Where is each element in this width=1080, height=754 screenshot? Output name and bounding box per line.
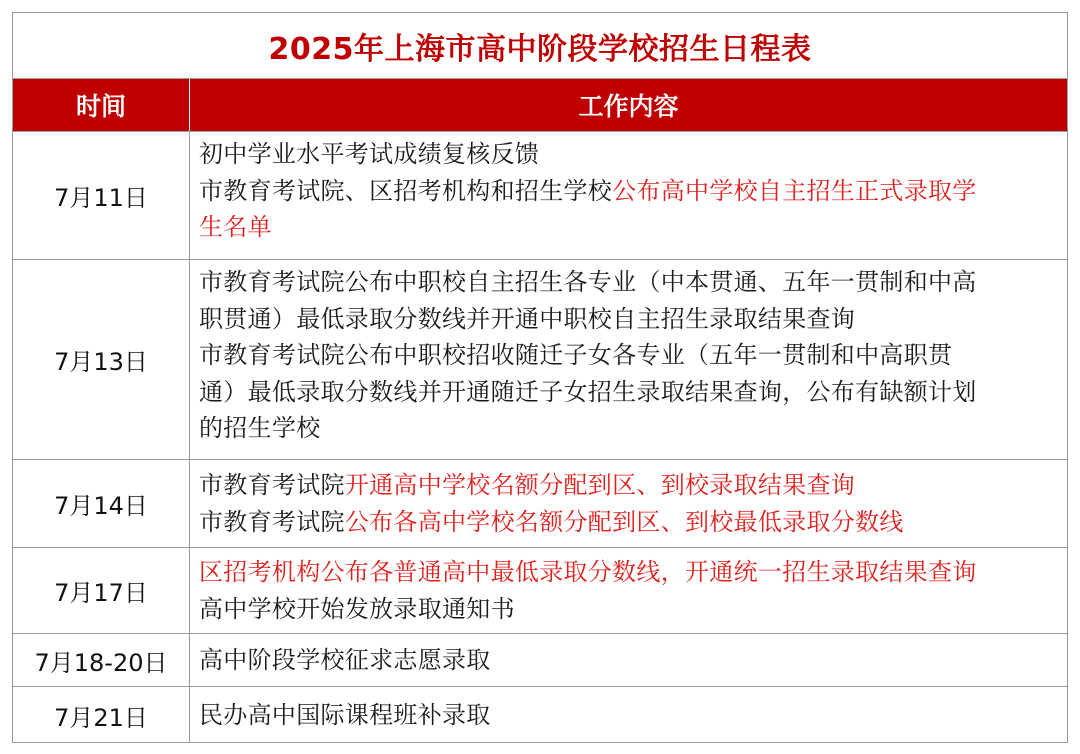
body-text: 市教育考试院 xyxy=(199,471,345,499)
body-text: 市教育考试院公布中职校招收随迁子女各专业（五年一贯制和中高职贯 xyxy=(199,341,953,369)
content-line xyxy=(199,209,1059,246)
table-title: 2025年上海市高中阶段学校招生日程表 xyxy=(13,13,1067,79)
table-row xyxy=(13,633,1067,686)
row-content xyxy=(190,687,1067,743)
highlighted-text: 生名单 xyxy=(199,213,272,241)
body-text: 的招生学校 xyxy=(199,414,321,442)
row-date: 7月18-20日 xyxy=(13,634,190,686)
table-header xyxy=(13,79,1067,131)
table-row xyxy=(13,259,1067,459)
content-line xyxy=(199,697,491,734)
body-text: 初中学业水平考试成绩复核反馈 xyxy=(199,140,540,168)
highlighted-text: 区招考机构公布各普通高中最低录取分数线，开通统一招生录取结果查询 xyxy=(199,558,977,586)
highlighted-text: 开通高中学校名额分配到区、到校录取结果查询 xyxy=(344,471,856,499)
content-line xyxy=(199,264,1059,301)
row-date: 7月14日 xyxy=(13,460,190,547)
schedule-table xyxy=(12,12,1068,743)
table-row xyxy=(13,459,1067,547)
row-date: 7月13日 xyxy=(13,260,190,459)
content-line xyxy=(199,374,1059,411)
content-line xyxy=(199,591,977,628)
body-text: 市教育考试院公布中职校自主招生各专业（中本贯通、五年一贯制和中高 xyxy=(199,268,977,296)
content-line xyxy=(199,173,1059,210)
highlighted-text: 公布高中学校自主招生正式录取学 xyxy=(612,176,977,205)
highlighted-text: 公布各高中学校名额分配到区、到校最低录取分数线 xyxy=(344,507,904,536)
row-content xyxy=(190,260,1067,459)
row-content xyxy=(190,548,1067,633)
content-line xyxy=(199,642,491,679)
table-row xyxy=(13,547,1067,633)
table-row xyxy=(13,131,1067,259)
table-row xyxy=(13,686,1067,743)
content-line xyxy=(199,410,1059,447)
body-text: 市教育考试院、区招考机构和招生学校 xyxy=(199,176,613,205)
body-text: 通）最低录取分数线并开通随迁子女招生录取结果查询，公布有缺额计划 xyxy=(199,377,977,406)
content-line xyxy=(199,504,904,541)
row-date: 7月17日 xyxy=(13,548,190,633)
header-time: 时间 xyxy=(13,79,190,131)
body-text: 职贯通）最低录取分数线并开通中职校自主招生录取结果查询 xyxy=(199,304,856,333)
content-line xyxy=(199,136,1059,173)
content-line xyxy=(199,467,904,504)
header-content: 工作内容 xyxy=(578,92,679,121)
body-text: 高中学校开始发放录取通知书 xyxy=(199,594,515,623)
row-content xyxy=(190,634,1067,686)
body-text: 市教育考试院 xyxy=(199,507,345,536)
content-line xyxy=(199,301,1059,338)
row-date: 7月21日 xyxy=(13,687,190,743)
body-text: 高中阶段学校征求志愿录取 xyxy=(199,645,491,674)
row-date: 7月11日 xyxy=(13,132,190,259)
body-text: 民办高中国际课程班补录取 xyxy=(199,700,491,729)
row-content xyxy=(190,460,1067,547)
content-line xyxy=(199,554,977,591)
row-content xyxy=(190,132,1067,259)
content-line xyxy=(199,337,1059,374)
